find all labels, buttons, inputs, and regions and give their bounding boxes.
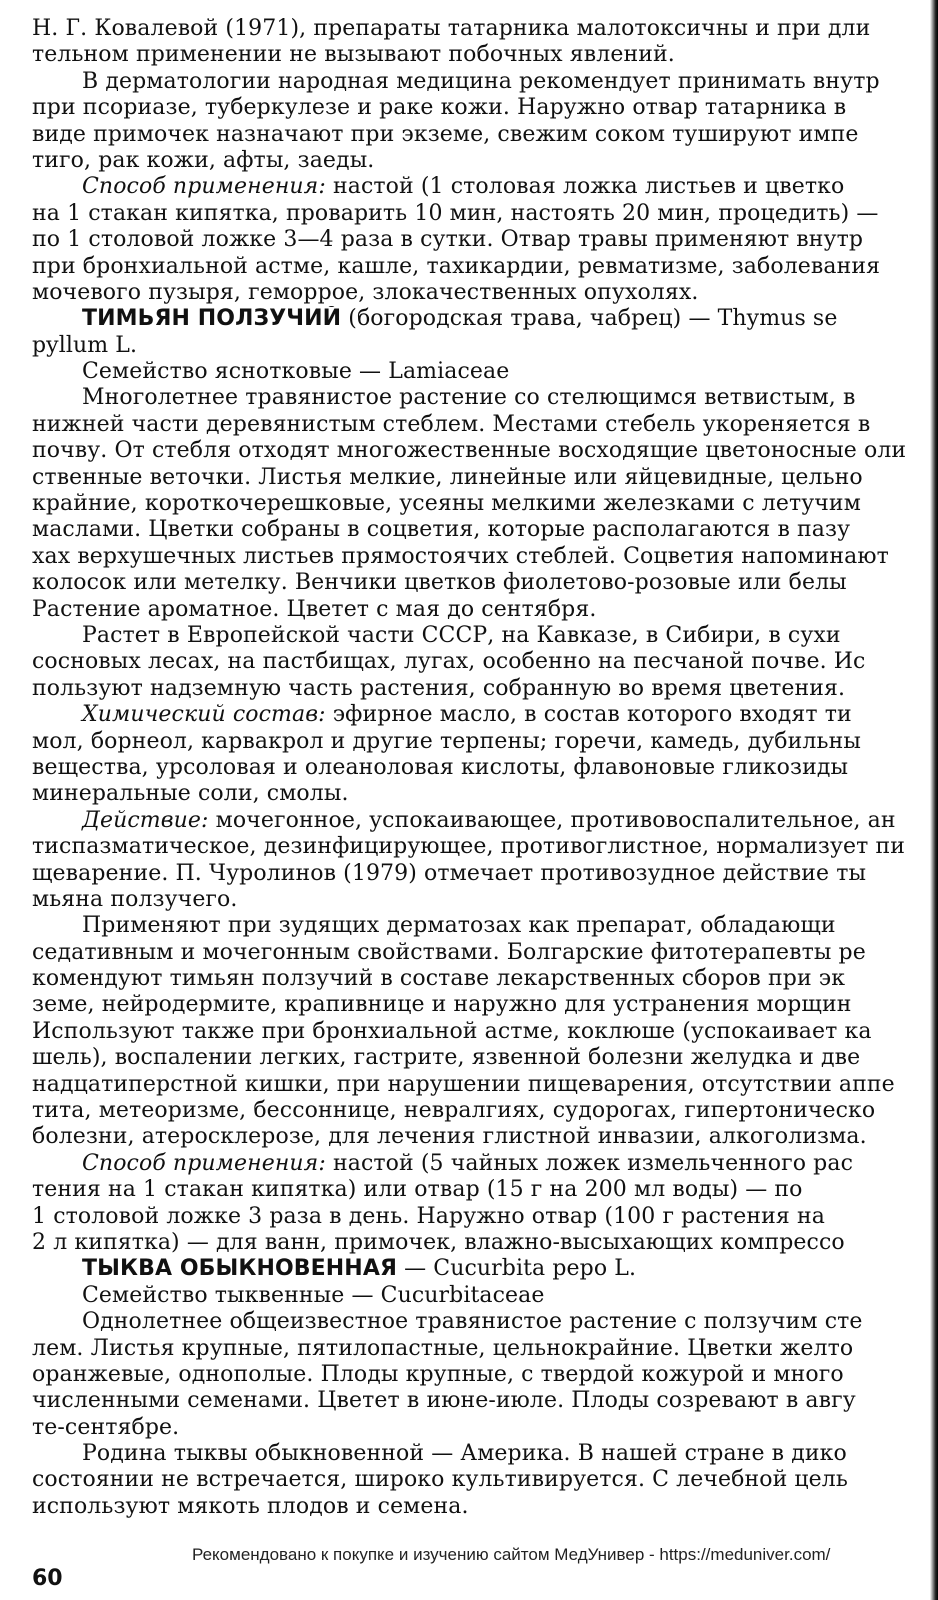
- text-line: тельном применении не вызывают побочных явлений.: [32, 42, 675, 68]
- text-line: пользуют надземную часть растения, собранную во время цветения.: [32, 675, 846, 701]
- text-line: Применяют при зудящих дерматозах как препарат, обладающи: [82, 913, 836, 939]
- usage-label: Способ применения:: [82, 1150, 326, 1176]
- text-line: комендуют тимьян ползучий в составе лекарственных сборов при эк: [32, 966, 846, 992]
- text-line: тиспазматическое, дезинфицирующее, противоглистное, нормализует пи: [32, 834, 906, 860]
- text-line: оранжевые, однополые. Плоды крупные, с твердой кожурой и много: [32, 1361, 844, 1387]
- family-line: Семейство тыквенные — Cucurbitaceae: [82, 1282, 545, 1308]
- text-line: Растение ароматное. Цветет с мая до сентября.: [32, 596, 597, 622]
- action-label: Действие:: [82, 807, 209, 833]
- text-line: 1 столовой ложке 3 раза в день. Наружно отвар (100 г растения на: [32, 1203, 825, 1229]
- text-line: лем. Листья крупные, пятилопастные, цельнокрайние. Цветки желто: [32, 1335, 854, 1361]
- text-line: седативным и мочегонным свойствами. Болгарские фитотерапевты ре: [32, 939, 866, 965]
- text-line: тита, метеоризме, бессоннице, невралгиях, судорогах, гипертоническо: [32, 1098, 876, 1124]
- text-line: ственные веточки. Листья мелкие, линейные или яйцевидные, цельно: [32, 464, 863, 490]
- text-line: мол, борнеол, карвакрол и другие терпены; горечи, камедь, дубильны: [32, 728, 861, 754]
- text-line: хах верхушечных листьев прямостоячих стеблей. Соцветия напоминают: [32, 543, 889, 569]
- line-rest: эфирное масло, в состав которого входят ти: [325, 702, 852, 728]
- text-line: Однолетнее общеизвестное травянистое растение с ползучим сте: [82, 1309, 863, 1335]
- text-line: на 1 стакан кипятка, проварить 10 мин, настоять 20 мин, процедить) —: [32, 200, 879, 226]
- line-rest: настой (5 чайных ложек измельченного рас: [325, 1150, 854, 1176]
- text-line: щеварение. П. Чуролинов (1979) отмечает противозудное действие ты: [32, 860, 867, 886]
- text-line: используют мякоть плодов и семена.: [32, 1493, 469, 1519]
- line-rest: настой (1 столовая ложка листьев и цветко: [325, 174, 845, 200]
- text-line: шель), воспалении легких, гастрите, язвенной болезни желудка и две: [32, 1045, 861, 1071]
- family-line: Семейство яснотковые — Lamiaceae: [82, 359, 510, 385]
- text-line: сосновых лесах, на пастбищах, лугах, особенно на песчаной почве. Ис: [32, 649, 866, 675]
- line-rest: мочегонное, успокаивающее, противовоспалительное, ан: [208, 807, 896, 833]
- text-line: виде примочек назначают при экземе, свежим соком тушируют импе: [32, 121, 859, 147]
- text-line: тения на 1 стакан кипятка) или отвар (15 г на 200 мл воды) — по: [32, 1177, 803, 1203]
- footer-recommendation: Рекомендовано к покупке и изучению сайтом МедУнивер - https://meduniver.com/: [192, 1545, 831, 1564]
- text-line: крайние, короткочерешковые, усеяны мелкими железками с летучим: [32, 491, 861, 517]
- text-line: те-сентябре.: [32, 1414, 180, 1440]
- text-line: [32, 1256, 922, 1282]
- text-line: почву. От стебля отходят многожественные восходящие цветоносные оли: [32, 438, 907, 464]
- page-body: [32, 16, 922, 1520]
- text-line: надцатиперстной кишки, при нарушении пищеварения, отсутствии аппе: [32, 1071, 895, 1097]
- usage-label: Способ применения:: [82, 174, 326, 200]
- text-line: состоянии не встречается, широко культивируется. С лечебной цель: [32, 1467, 848, 1493]
- text-line: маслами. Цветки собраны в соцветия, которые располагаются в пазу: [32, 517, 851, 543]
- text-line: при псориазе, туберкулезе и раке кожи. Наружно отвар татарника в: [32, 95, 847, 121]
- text-line: [32, 702, 922, 728]
- text-line: колосок или метелку. Венчики цветков фиолетово-розовые или белы: [32, 570, 847, 596]
- text-line: мочевого пузыря, геморрое, злокачественных опухолях.: [32, 279, 699, 305]
- composition-label: Химический состав:: [82, 702, 326, 728]
- text-line: земе, нейродермите, крапивнице и наружно для устранения морщин: [32, 992, 852, 1018]
- text-line: [32, 306, 922, 332]
- text-line: Многолетнее травянистое растение со стелющимся ветвистым, в: [82, 385, 856, 411]
- page-number: 60: [32, 1566, 63, 1591]
- text-line: Родина тыквы обыкновенной — Америка. В нашей стране в дико: [82, 1441, 847, 1467]
- text-line: нижней части деревянистым стеблем. Местами стебель укореняется в: [32, 411, 871, 437]
- text-line: pyllum L.: [32, 332, 138, 358]
- line-rest: — Cucurbita pepo L.: [397, 1256, 637, 1282]
- text-line: 2 л кипятка) — для ванн, примочек, влажно-высыхающих компрессо: [32, 1229, 845, 1255]
- text-line: В дерматологии народная медицина рекомендует принимать внутр: [82, 68, 880, 94]
- text-line: численными семенами. Цветет в июне-июле. Плоды созревают в авгу: [32, 1388, 856, 1414]
- text-line: Используют также при бронхиальной астме, коклюше (успокаивает ка: [32, 1018, 872, 1044]
- text-line: Н. Г. Ковалевой (1971), препараты татарника малотоксичны и при дли: [32, 16, 871, 41]
- text-line: вещества, урсоловая и олеаноловая кислоты, флавоновые гликозиды: [32, 754, 849, 780]
- entry-heading: ТЫКВА ОБЫКНОВЕННАЯ: [82, 1256, 397, 1282]
- text-line: мьяна ползучего.: [32, 886, 238, 912]
- text-line: по 1 столовой ложке 3—4 раза в сутки. Отвар травы применяют внутр: [32, 227, 864, 253]
- page-edge-shadow: [930, 0, 938, 1600]
- text-line: болезни, атеросклерозе, для лечения глистной инвазии, алкоголизма.: [32, 1124, 867, 1150]
- text-line: тиго, рак кожи, афты, заеды.: [32, 147, 375, 173]
- text-line: [32, 1151, 922, 1177]
- text-line: [32, 808, 922, 834]
- text-line: [32, 174, 922, 200]
- text-line: при бронхиальной астме, кашле, тахикардии, ревматизме, заболевания: [32, 253, 881, 279]
- text-line: Растет в Европейской части СССР, на Кавказе, в Сибири, в сухи: [82, 622, 841, 648]
- text-line: минеральные соли, смолы.: [32, 781, 349, 807]
- entry-heading: ТИМЬЯН ПОЛЗУЧИЙ: [82, 306, 342, 332]
- line-rest: (богородская трава, чабрец) — Thymus se: [341, 306, 838, 332]
